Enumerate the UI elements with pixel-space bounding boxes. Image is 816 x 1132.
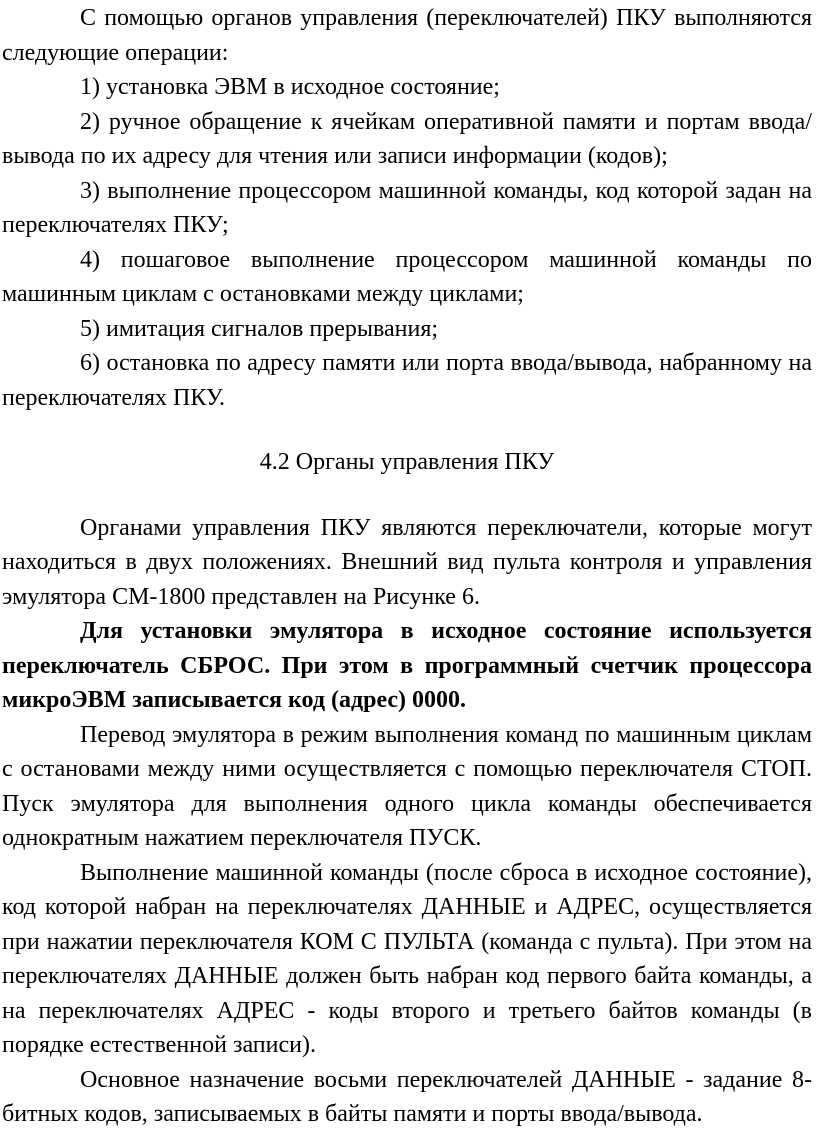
operation-item-4: 4) пошаговое выполнение процессором машинной команды по машинным циклам с остановками между циклами; [2, 246, 812, 307]
data-switches-paragraph: Основное назначение восьми переключателей ДАННЫЕ - задание 8-битных кодов, записываемых в байты памяти и порты ввода/вывода. [2, 1066, 812, 1127]
operation-item-2: 2) ручное обращение к ячейкам оперативной памяти и портам ввода/вывода по их адресу для чтения или записи информации (кодов); [2, 108, 812, 169]
section-heading: 4.2 Органы управления ПКУ [259, 449, 555, 475]
console-command-paragraph: Выполнение машинной команды (после сброса в исходное состояние), код которой набран на переключателях ДАННЫЕ и АДРЕС, осуществляется при нажатии переключателя КОМ С ПУЛЬТА (команда с пульта). При этом на переключателях ДАННЫЕ должен быть набран код первого байта команды, а на переключателях АДРЕС - коды второго и третьего байтов команды (в порядке естественной записи). [2, 859, 812, 1058]
reset-paragraph: Для установки эмулятора в исходное состояние используется переключатель СБРОС. При этом в программный счетчик процессора микроЭВМ записывается код (адрес) 0000. [2, 618, 812, 713]
operation-item-1: 1) установка ЭВМ в исходное состояние; [80, 74, 500, 100]
operation-item-6: 6) остановка по адресу памяти или порта ввода/вывода, набранному на переключателях ПКУ. [2, 350, 812, 411]
operation-item-3: 3) выполнение процессором машинной команды, код которой задан на переключателях ПКУ; [2, 177, 812, 238]
step-mode-paragraph: Перевод эмулятора в режим выполнения команд по машинным циклам с остановами между ними осуществляется с помощью переключателя СТОП. Пуск эмулятора для выполнения одного цикла команды обеспечивается однократным нажатием переключателя ПУСК. [2, 721, 812, 851]
spacer [2, 480, 812, 511]
operation-item-5: 5) имитация сигналов прерывания; [80, 315, 439, 342]
controls-paragraph: Органами управления ПКУ являются переключатели, которые могут находиться в двух положениях. Внешний вид пульта контроля и управления эмулятора СМ-1800 представлен на Рисунке 6. [2, 514, 812, 610]
spacer [2, 415, 812, 445]
intro-paragraph: С помощью органов управления (переключателей) ПКУ выполняются следующие операции: [2, 5, 812, 66]
